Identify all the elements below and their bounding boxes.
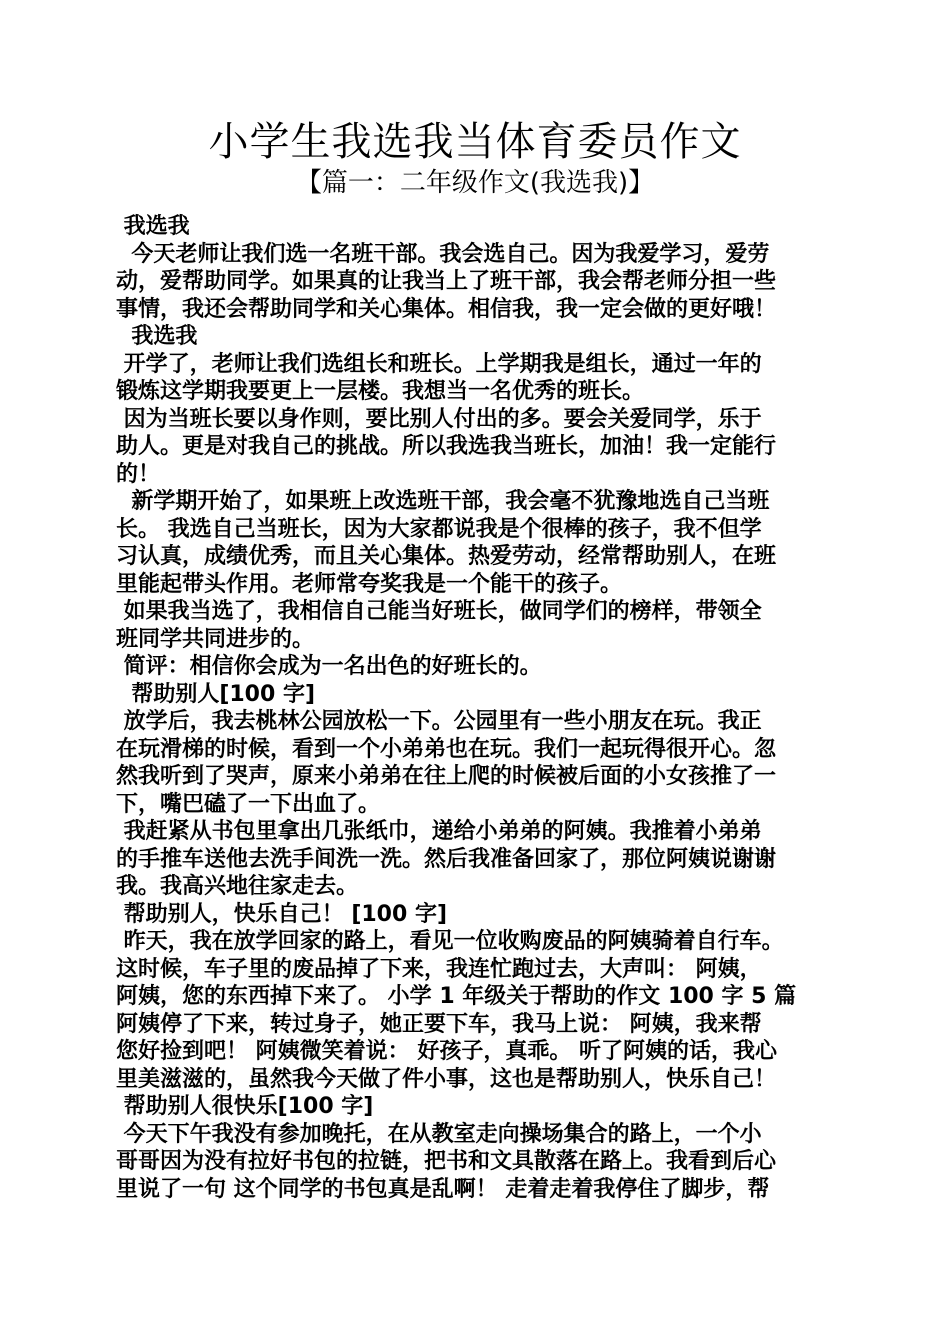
text-line: 锻炼这学期我要更上一层楼。我想当一名优秀的班长。 [116,379,645,404]
page-title: 小学生我选我当体育委员作文 [208,119,742,165]
essay-body [116,213,838,1203]
text-line: 今天老师让我们选一名班干部。我会选自己。因为我爱学习，爱劳 [116,241,770,267]
text-line: 里美滋滋的，虽然我今天做了件小事，这也是帮助别人，快乐自己！ [116,1066,777,1092]
text-line: 我。我高兴地往家走去。 [116,874,359,899]
text-line: 如果我当选了，我相信自己能当好班长，做同学们的榜样，带领全 [116,599,762,624]
text-line: 里说了一句 这个同学的书包真是乱啊！ 走着走着我停住了脚步，帮 [116,1176,770,1202]
text-line: 新学期开始了，如果班上改选班干部，我会毫不犹豫地选自己当班 [116,489,770,514]
text-line: 帮助别人，快乐自己！ [100 字] [116,901,448,927]
text-line: 阿姨停了下来，转过身子，她正要下车，我马上说： 阿姨，我来帮 [116,1011,762,1037]
text-line: 的手推车送他去洗手间洗一洗。然后我准备回家了，那位阿姨说谢谢 [116,846,777,872]
text-line: 今天下午我没有参加晚托，在从教室走向操场集合的路上，一个小 [116,1121,762,1147]
text-line: 哥哥因为没有拉好书包的拉链，把书和文具散落在路上。我看到后心 [116,1149,777,1174]
text-line: 长。 我选自己当班长，因为大家都说我是个很棒的孩子，我不但学 [116,516,762,542]
text-line: 您好捡到吧！ 阿姨微笑着说： 好孩子，真乖。 听了阿姨的话，我心 [116,1039,777,1064]
text-line: 动，爱帮助同学。如果真的让我当上了班干部，我会帮老师分担一些 [116,269,777,294]
text-line: 我选我 [116,214,190,239]
text-line: 事情，我还会帮助同学和关心集体。相信我，我一定会做的更好哦！ [116,296,777,322]
text-line: 班同学共同进步的。 [116,626,315,652]
text-line: 这时候，车子里的废品掉了下来，我连忙跑过去，大声叫： 阿姨， [116,956,762,982]
text-line: 我赶紧从书包里拿出几张纸巾，递给小弟弟的阿姨。我推着小弟弟 [116,819,762,844]
text-line: 开学了，老师让我们选组长和班长。上学期我是组长，通过一年的 [116,351,762,377]
text-line: 阿姨，您的东西掉下来了。 小学 1 年级关于帮助的作文 100 字 5 篇 [116,984,797,1009]
text-line: 然我听到了哭声，原来小弟弟在往上爬的时候被后面的小女孩推了一 [116,764,777,789]
text-line: 帮助别人很快乐[100 字] [116,1094,374,1119]
text-line: 在玩滑梯的时候，看到一个小弟弟也在玩。我们一起玩得很开心。忽 [116,736,777,762]
text-line: 放学后，我去桃林公园放松一下。公园里有一些小朋友在玩。我正 [116,709,762,734]
text-line: 下，嘴巴磕了一下出血了。 [116,791,381,817]
section-heading: 【篇一：二年级作文(我选我)】 [295,168,655,198]
text-line: 昨天，我在放学回家的路上，看见一位收购废品的阿姨骑着自行车。 [116,929,784,954]
text-line: 我选我 [116,324,198,349]
text-line: 因为当班长要以身作则，要比别人付出的多。要会关爱同学，乐于 [116,406,762,432]
text-line: 里能起带头作用。老师常夸奖我是一个能干的孩子。 [116,571,623,597]
text-line: 帮助别人[100 字] [116,681,316,707]
text-line: 简评：相信你会成为一名出色的好班长的。 [116,654,542,679]
text-line: 习认真，成绩优秀，而且关心集体。热爱劳动，经常帮助别人，在班 [116,544,777,569]
text-line: 的！ [116,461,161,487]
text-line: 助人。更是对我自己的挑战。所以我选我当班长，加油！我一定能行 [116,434,777,459]
